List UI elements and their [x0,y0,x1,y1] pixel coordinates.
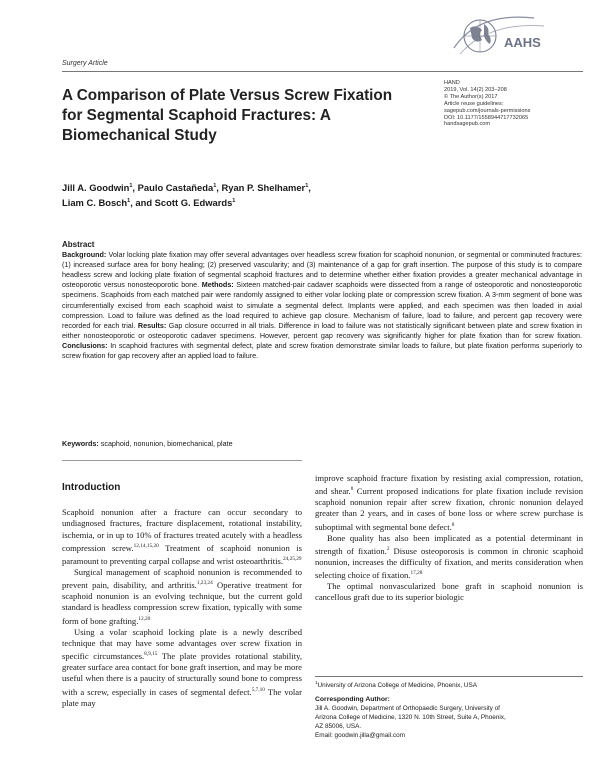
corresponding-author-line: Arizona College of Medicine, 1320 N. 10th Street, Suite A, Phoenix, [315,713,506,721]
author-name: Ryan P. Shelhamer [221,182,306,194]
citation-sup: 8,9,15 [144,651,158,658]
citation-sup: 8 [451,521,455,528]
conclusions-label: Conclusions: [62,340,108,350]
paragraph-text: Bone quality has also been implicated as a potential determinant in strength of fixation. [315,532,583,556]
abstract [62,240,582,361]
body-column-left [62,482,302,709]
paragraph-text: Current proposed indications for plate fixation include revision scaphoid nonunion repair after screw fixation, chronic nonunion delayed greater than 2 years, and in cases of bone loss or where screw purchase is suboptimal with segmental bone defect. [315,486,583,532]
copyright: © The Author(s) 2017 [444,93,498,100]
footnote-rule [315,676,583,677]
aahs-logo [448,8,558,62]
citation-sup: 24,25,29 [282,555,302,562]
citation-sup: 8 [350,486,354,493]
citation-sup: 12,20 [138,615,151,622]
header-rule [62,71,583,72]
citation-sup: 5,7,10 [251,686,265,693]
body-paragraph [62,507,302,567]
methods-label: Methods: [201,280,234,290]
keywords [62,439,582,448]
background-text: Volar locking plate fixation may offer several advantages over headless screw fixation for scaphoid nonunion, or segmental or comminuted fractures: (1) increased surface area for bony healing; (2) preserved vascularity; and (3) maintenance of a gap for graft insertion. The purpose of this study is to compare headless screw and locking plate fixation of segmental scaphoid fractures and to determine whether either fixation provides a greater mechanical advantage in osteoporotic versus nonosteoporotic bone. [62,250,582,290]
abstract-heading: Abstract [62,240,95,249]
journal-url[interactable]: handsagepub.com [444,121,491,128]
article-type: Surgery Article [62,60,108,67]
affiliation-text: University of Arizona College of Medicine, Phoenix, USA [317,682,478,690]
body-paragraph [315,473,583,533]
journal-meta [444,80,584,128]
citation-sup: 2 [386,545,390,552]
logo-text: AAHS [504,35,541,50]
footnotes [315,676,583,741]
paragraph-text: Treatment of scaphoid nonunion is paramount to preventing carpal collapse and wrist osteoarthritis. [62,542,303,566]
author-affiliation-sup: 1 [127,197,131,204]
paragraph-text: Disuse osteoporosis is common in chronic scaphoid nonunion, increases the difficulty of fixation, and merits consideration when selecting choice of fixation. [315,545,583,581]
corresponding-author-line: Jill A. Goodwin, Department of Orthopaedic Surgery, University of [315,704,500,712]
body-paragraph [315,533,583,582]
permissions-link[interactable]: sagepub.com/journals-permissions [444,107,531,114]
introduction-heading: Introduction [62,482,121,493]
section-rule [62,460,302,461]
globe-logo-icon [448,8,558,62]
author-affiliation-sup: 1 [213,183,217,189]
author-affiliation-sup: 1 [305,183,309,189]
affiliation [315,679,583,691]
paragraph-text: Scaphoid nonunion after a fracture can occur secondary to undiagnosed fractures, fracture displacement, rotational instability, ischemia, or in up to 10% of fractures treated acutely with a headless compression screw. [62,507,302,553]
author-affiliation-sup: 1 [232,197,236,204]
article-title: A Comparison of Plate Versus Screw Fixation for Segmental Scaphoid Fractures: A Biomechanical Study [62,87,393,144]
author-name: Paulo Castañeda [137,182,214,194]
author-name: and Scott G. Edwards [135,196,233,208]
body-paragraph [62,627,302,709]
corresponding-author-heading: Corresponding Author: [315,696,390,704]
author-name: Liam C. Bosch [62,196,128,208]
paragraph-text: The plate provides rotational stability, greater surface area contact for bone graft insertion, and may be more useful when there is a paucity of structurally sound bone to compress with a screw, especially in cases of segmental defect. [62,650,302,697]
body-paragraph [315,581,583,603]
paragraph-text: Surgical management of scaphoid nonunion is recommended to prevent pain, disability, and arthritis. [62,566,302,590]
citation-sup: 12,14,15,20 [133,542,159,549]
paragraph-text: Operative treatment for scaphoid nonunion is an evolving technique, but the current gold standard is headless compression screw fixation, typically with some form of bone grafting. [62,580,303,626]
results-text: Gap closure occurred in all trials. Difference in load to failure was not statistically significant between plate and screw fixation in either nonosteoporotic or osteoporotic cadaver specimens. However, percent gap recovery was significantly higher for plate fixation than for screw fixation. [62,320,583,340]
author-affiliation-sup: 1 [129,183,133,189]
affiliation-sup: 1 [315,680,318,685]
paragraph-text: improve scaphoid fracture fixation by resisting axial compression, rotation, and shear. [315,473,583,497]
paragraph-text: The optimal nonvascularized bone graft in scaphoid nonunion is cancellous graft due to its superior biologic [315,581,583,603]
keywords-label: Keywords: [62,439,99,448]
conclusions-text: In scaphoid fractures with segmental defect, plate and screw fixation demonstrate similar loads to failure, but plate fixation performs superiorly to screw fixation for gap recovery after an applied load to failure. [62,340,582,361]
author-name: Jill A. Goodwin [62,182,130,194]
paragraph-text: The volar plate may [62,686,302,708]
journal-name: HAND [444,80,460,86]
keywords-text: scaphoid, nonunion, biomechanical, plate [100,439,233,448]
citation-sup: 1,23,24 [196,580,213,587]
citation-sup: 17,28 [410,570,423,577]
body-column-right [315,473,583,604]
corresponding-author-line: AZ 85006, USA. [315,722,362,730]
body-paragraph [62,567,302,627]
doi[interactable]: DOI: 10.1177/1558944717732065 [444,114,529,121]
methods-text: Sixteen matched-pair cadaver scaphoids were dissected from a range of osteoporotic and nonosteoporotic specimens. Scaphoids from each matched pair were randomly assigned to either volar locking plate or compression screw fixation. A 3-mm segment of bone was circumferentially excised from each scaphoid waist to simulate a segmental defect. Implants were applied, and each specimen was then loaded in axial compression. Load to failure was defined as the load required to achieve gap closure. Mechanism of failure, load to failure, and percent gap recovery were recorded for each trial. [62,280,583,330]
results-label: Results: [137,320,167,330]
corresponding-author-email[interactable]: Email: goodwin.jilla@gmail.com [315,731,405,739]
background-label: Background: [62,250,107,260]
reuse-guidelines: Article reuse guidelines: [444,100,504,107]
author-list: Jill A. Goodwin$^1$, Paulo Castañeda$^1$, Ryan P. Shelhamer$^1$, Liam C. Bosch$^1$, and Scott G. Edwards$^1$ [62,182,311,208]
paragraph-text: Using a volar scaphoid locking plate is a newly described technique that may have some advantages over screw fixation in specific circumstances. [62,626,302,661]
journal-volume: 2019, Vol. 14(2) 203–208 [444,86,507,93]
